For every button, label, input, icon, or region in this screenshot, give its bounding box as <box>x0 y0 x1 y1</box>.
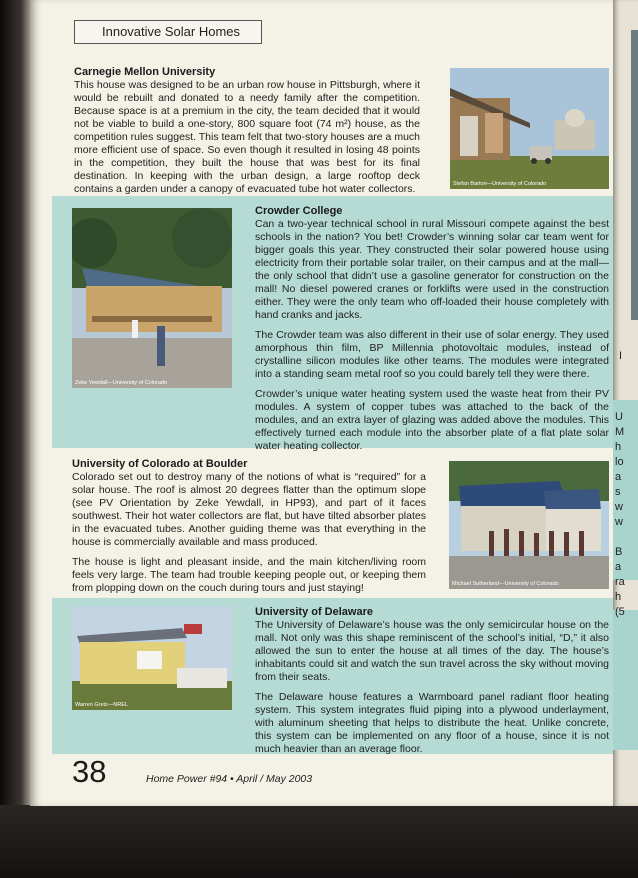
colorado-section <box>72 458 426 602</box>
cmu-section <box>74 66 420 203</box>
colorado-photo-credit: Michael Sutherland—University of Colorado <box>452 581 559 587</box>
cmu-title: Carnegie Mellon University <box>74 66 216 78</box>
crowder-paragraph-1: Can a two-year technical school in rural Missouri compete against the best schools in the nation? You bet! Crowder’s winning solar car team went for bigger goals this year. They constructed their solar powered house using electricity from their portable solar trailer, on their campus and at the mall—the only school that didn’t use a gasoline generator for construction on the mall! No diesel powered cranes or forklifts were used in the construction either. They were the only team who off-loaded their house completely with hand cranks and jacks. <box>255 218 609 321</box>
delaware-paragraph-2: The Delaware house features a Warmboard panel radiant floor heating system. This system integrates fluid piping into a plywood underlayment, with aluminum sheeting that helps to distribute the heat. Unlike concrete, this system can be implemented on any floor of a house, since it is not much heavier than an average floor. <box>255 691 609 755</box>
next-page-letter: s <box>615 486 621 498</box>
next-page-letter: a <box>615 561 622 573</box>
next-page-letter: w <box>615 501 623 513</box>
next-page-band-2 <box>613 610 638 750</box>
next-page-letter: U <box>615 411 623 423</box>
next-page-letter: (5 <box>615 606 625 618</box>
section-header-box <box>74 20 262 44</box>
next-page-letter: w <box>615 516 623 528</box>
crowder-title: Crowder College <box>255 205 343 217</box>
next-page-photo-strip <box>631 30 638 320</box>
cmu-paragraph: This house was designed to be an urban row house in Pittsburgh, where it would be rebuilt and donated to a needy family after the competition. Because space is at a premium in the city, the team decided that it would not be viable to build a one-story, 800 square foot (74 m²) house, as the competition rules suggest. This team felt that two-story houses are a much more efficient use of space. So even though it resulted in losing 48 points in the competition, they built the house that was best for its final destination. In keeping with the urban design, a large rooftop deck contains a garden under a canopy of evacuated tube hot water collectors. <box>74 79 420 195</box>
next-page-letter: lo <box>615 456 624 468</box>
crowder-photo <box>72 208 232 388</box>
colorado-paragraph-2: The house is light and pleasant inside, and the main kitchen/living room feels very large. The team had trouble keeping people out, or keeping them from plopping down on the couch during tours and just staying! <box>72 556 426 594</box>
next-page-letters <box>615 410 637 620</box>
delaware-photo-credit: Warren Gretz—NREL <box>75 702 128 708</box>
colorado-paragraph-1: Colorado set out to destroy many of the notions of what is “required” for a solar house. The roof is almost 20 degrees flatter than the optimum slope (see PV Orientation by Zeke Yewdall, in HP93), and part of it faces southwest. Their hot water collectors are flat, but have tilted absorber plates in the evacuated tubes. Another guiding theme was that everything in the house is commercially available and mass produced. <box>72 471 426 548</box>
crowder-photo-credit: Zeke Yewdall—University of Colorado <box>75 380 168 386</box>
next-page-stray-letter: I <box>619 350 623 362</box>
colorado-title: University of Colorado at Boulder <box>72 458 248 470</box>
next-page-letter: h <box>615 441 622 453</box>
delaware-photo <box>72 606 232 710</box>
next-page-letter: a <box>615 471 622 483</box>
colorado-photo <box>449 461 609 589</box>
next-page-letter: M <box>615 426 625 438</box>
publication-footer: Home Power #94 • April / May 2003 <box>146 773 313 785</box>
next-page-letter: h <box>615 591 622 603</box>
page-number: 38 <box>72 754 107 789</box>
crowder-section <box>255 205 609 460</box>
next-page-edge <box>613 0 638 806</box>
delaware-paragraph-1: The University of Delaware’s house was the only semicircular house on the mall. Not only was this shape reminiscent of the school’s initial, “D,” it also allowed the sun to enter the house at all times of the day. The house’s inhabitants could sit and watch the sun travel across the sky without moving from their seats. <box>255 619 609 683</box>
delaware-title: University of Delaware <box>255 606 373 618</box>
crowder-paragraph-3: Crowder’s unique water heating system used the waste heat from their PV modules. A system of copper tubes was attached to the back of the modules, and an extra layer of glazing was added above the modules. This effectively turned each module into the absorber plate of a flat plate solar water heating collector. <box>255 388 609 452</box>
crowder-paragraph-2: The Crowder team was also different in their use of solar energy. They used amorphous thin film, BP Millennia photovoltaic modules, instead of crystalline silicon modules like other teams. The modules were integrated into a standing seam metal roof so you could barely tell they were there. <box>255 329 609 380</box>
cmu-photo <box>450 68 609 189</box>
section-header-title: Innovative Solar Homes <box>102 24 241 39</box>
next-page-letter: ra <box>615 576 625 588</box>
table-surface <box>0 805 638 878</box>
magazine-page <box>30 0 616 806</box>
next-page-letter <box>615 530 637 545</box>
left-page-edge <box>0 0 30 878</box>
cmu-photo-credit: Stefan Barton—University of Colorado <box>453 181 547 187</box>
next-page-letter: B <box>615 546 623 558</box>
delaware-section <box>255 606 609 763</box>
